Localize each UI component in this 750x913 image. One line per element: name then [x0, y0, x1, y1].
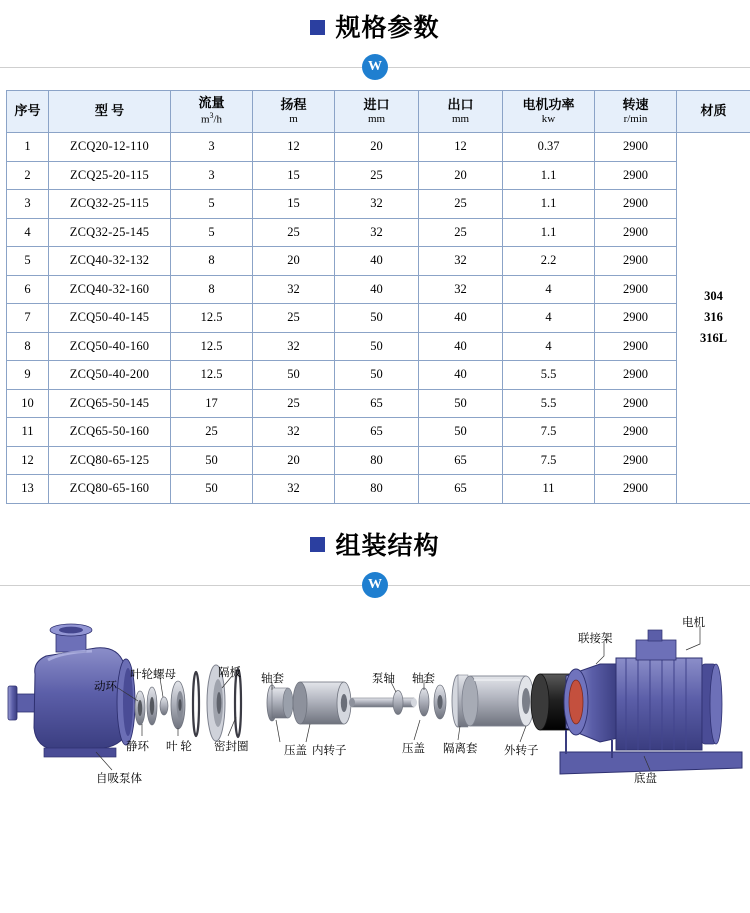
- assembly-diagram-svg: [0, 602, 750, 902]
- cell-no: 6: [7, 275, 49, 304]
- spec-table: [6, 90, 750, 504]
- th-head: 扬程 m: [253, 91, 335, 133]
- cell-power: 5.5: [503, 389, 595, 418]
- cell-outlet: 32: [419, 275, 503, 304]
- cell-model: ZCQ80-65-125: [49, 446, 171, 475]
- cell-outlet: 65: [419, 446, 503, 475]
- cell-model: ZCQ50-40-160: [49, 332, 171, 361]
- cell-inlet: 50: [335, 304, 419, 333]
- cell-speed: 2900: [595, 275, 677, 304]
- cell-flow: 12.5: [171, 304, 253, 333]
- assembly-divider: [0, 572, 750, 598]
- assembly-title: 组装结构: [335, 531, 440, 560]
- cell-inlet: 50: [335, 361, 419, 390]
- brand-badge-icon: W: [362, 54, 388, 80]
- label-static-ring: 静环: [126, 740, 149, 753]
- cell-inlet: 50: [335, 332, 419, 361]
- cell-outlet: 65: [419, 475, 503, 504]
- label-coupling-frame: 联接架: [578, 632, 613, 645]
- cell-power: 7.5: [503, 446, 595, 475]
- th-inlet: 进口 mm: [335, 91, 419, 133]
- table-row: [7, 361, 750, 390]
- cell-model: ZCQ65-50-145: [49, 389, 171, 418]
- cell-model: ZCQ80-65-160: [49, 475, 171, 504]
- cell-head: 15: [253, 190, 335, 219]
- cell-inlet: 40: [335, 247, 419, 276]
- cell-inlet: 32: [335, 190, 419, 219]
- cell-no: 11: [7, 418, 49, 447]
- cell-head: 32: [253, 332, 335, 361]
- th-power: 电机功率 kw: [503, 91, 595, 133]
- label-seal-ring: 密封圈: [214, 740, 249, 753]
- cell-head: 20: [253, 247, 335, 276]
- table-row: [7, 418, 750, 447]
- cell-head: 25: [253, 389, 335, 418]
- table-row: [7, 190, 750, 219]
- th-outlet: 出口 mm: [419, 91, 503, 133]
- cell-inlet: 32: [335, 218, 419, 247]
- table-header-row: [7, 91, 750, 133]
- cell-model: ZCQ50-40-145: [49, 304, 171, 333]
- cell-head: 12: [253, 133, 335, 162]
- label-isolation-sleeve: 隔离套: [443, 742, 478, 755]
- label-impeller: 叶 轮: [166, 740, 192, 753]
- cell-no: 13: [7, 475, 49, 504]
- cell-outlet: 50: [419, 418, 503, 447]
- impeller-nut-shape: [160, 697, 168, 715]
- cell-outlet: 12: [419, 133, 503, 162]
- label-moving-ring: 动环: [94, 680, 117, 693]
- cell-speed: 2900: [595, 418, 677, 447]
- cell-inlet: 65: [335, 389, 419, 418]
- cell-power: 4: [503, 275, 595, 304]
- table-row: [7, 161, 750, 190]
- th-speed-unit: r/min: [623, 112, 648, 125]
- cell-flow: 12.5: [171, 332, 253, 361]
- table-row: [7, 247, 750, 276]
- assembly-diagram: [0, 602, 750, 902]
- table-row: [7, 304, 750, 333]
- th-material: 材质: [677, 91, 750, 133]
- seal-ring-shape: [193, 672, 199, 736]
- th-speed: 转速 r/min: [595, 91, 677, 133]
- cell-no: 1: [7, 133, 49, 162]
- cell-flow: 17: [171, 389, 253, 418]
- material-line: 316L: [699, 331, 728, 346]
- cell-flow: 5: [171, 218, 253, 247]
- static-ring-shape: [135, 691, 145, 725]
- cell-outlet: 20: [419, 161, 503, 190]
- cell-inlet: 25: [335, 161, 419, 190]
- shaft-sleeve-shape: [419, 685, 446, 719]
- spec-table-wrapper: [0, 80, 750, 504]
- impeller-shape: [171, 681, 185, 729]
- cell-flow: 50: [171, 446, 253, 475]
- spec-table-body: [7, 133, 750, 504]
- cell-head: 32: [253, 475, 335, 504]
- material-line: 304: [704, 288, 723, 303]
- cell-model: ZCQ25-20-115: [49, 161, 171, 190]
- label-base: 底盘: [634, 772, 657, 785]
- cell-model: ZCQ40-32-160: [49, 275, 171, 304]
- th-model: 型 号: [49, 91, 171, 133]
- th-flow-unit: $m^3/h$: [200, 111, 223, 126]
- table-row: [7, 218, 750, 247]
- cell-head: 50: [253, 361, 335, 390]
- spec-table-head: [7, 91, 750, 133]
- spec-section-header: [0, 0, 750, 44]
- cell-speed: 2900: [595, 218, 677, 247]
- cell-model: ZCQ65-50-160: [49, 418, 171, 447]
- assembly-section-header: [0, 504, 750, 562]
- cell-power: 11: [503, 475, 595, 504]
- cell-power: 4: [503, 332, 595, 361]
- cell-power: 1.1: [503, 218, 595, 247]
- label-inner-rotor: 内转子: [312, 744, 347, 757]
- inner-rotor-shape: [293, 682, 351, 724]
- cell-outlet: 32: [419, 247, 503, 276]
- cell-speed: 2900: [595, 304, 677, 333]
- table-row: [7, 475, 750, 504]
- cell-inlet: 65: [335, 418, 419, 447]
- cell-outlet: 40: [419, 361, 503, 390]
- cell-flow: 50: [171, 475, 253, 504]
- cell-outlet: 50: [419, 389, 503, 418]
- cell-power: 1.1: [503, 161, 595, 190]
- cell-speed: 2900: [595, 247, 677, 276]
- cell-head: 32: [253, 418, 335, 447]
- cell-speed: 2900: [595, 361, 677, 390]
- cell-flow: 3: [171, 161, 253, 190]
- label-pump-body: 自吸泵体: [96, 772, 142, 785]
- label-motor: 电机: [682, 616, 705, 629]
- cell-power: 4: [503, 304, 595, 333]
- cell-power: 7.5: [503, 418, 595, 447]
- label-outer-rotor: 外转子: [504, 744, 539, 757]
- cell-no: 5: [7, 247, 49, 276]
- cell-no: 8: [7, 332, 49, 361]
- cell-model: ZCQ32-25-115: [49, 190, 171, 219]
- cell-model: ZCQ32-25-145: [49, 218, 171, 247]
- cell-speed: 2900: [595, 446, 677, 475]
- cell-material: [677, 133, 750, 504]
- cell-flow: 5: [171, 190, 253, 219]
- material-line: 316: [704, 310, 723, 325]
- cell-no: 10: [7, 389, 49, 418]
- cell-speed: 2900: [595, 161, 677, 190]
- label-gland-2: 压盖: [284, 744, 307, 757]
- moving-ring-shape: [147, 687, 157, 725]
- cell-power: 0.37: [503, 133, 595, 162]
- isolation-sleeve-shape: [462, 676, 534, 726]
- cell-head: 15: [253, 161, 335, 190]
- cell-outlet: 25: [419, 218, 503, 247]
- cell-no: 2: [7, 161, 49, 190]
- cell-flow: 8: [171, 247, 253, 276]
- cell-inlet: 20: [335, 133, 419, 162]
- cell-speed: 2900: [595, 332, 677, 361]
- th-head-unit: m: [289, 112, 298, 125]
- cell-power: 1.1: [503, 190, 595, 219]
- th-no: 序号: [7, 91, 49, 133]
- table-row: [7, 275, 750, 304]
- cell-head: 20: [253, 446, 335, 475]
- page-title: 规格参数: [335, 14, 440, 42]
- label-pump-shaft: 泵轴: [372, 672, 395, 685]
- cell-flow: 25: [171, 418, 253, 447]
- cell-flow: 12.5: [171, 361, 253, 390]
- cell-head: 25: [253, 218, 335, 247]
- cell-inlet: 80: [335, 475, 419, 504]
- cell-outlet: 40: [419, 332, 503, 361]
- cell-head: 25: [253, 304, 335, 333]
- spec-divider: [0, 54, 750, 80]
- cell-no: 4: [7, 218, 49, 247]
- cell-model: ZCQ20-12-110: [49, 133, 171, 162]
- table-row: [7, 133, 750, 162]
- label-partition: 隔板: [218, 666, 241, 679]
- brand-badge-icon: W: [362, 572, 388, 598]
- cell-inlet: 40: [335, 275, 419, 304]
- cell-model: ZCQ50-40-200: [49, 361, 171, 390]
- cell-speed: 2900: [595, 475, 677, 504]
- label-shaft-sleeve-1: 轴套: [261, 672, 284, 685]
- cell-flow: 3: [171, 133, 253, 162]
- cell-power: 2.2: [503, 247, 595, 276]
- cell-no: 9: [7, 361, 49, 390]
- pump-shaft-shape: [349, 690, 417, 714]
- cell-speed: 2900: [595, 133, 677, 162]
- th-power-unit: kw: [541, 112, 556, 125]
- label-impeller-nut: 叶轮螺母: [130, 668, 176, 681]
- th-inlet-unit: mm: [367, 112, 386, 125]
- th-outlet-unit: mm: [451, 112, 470, 125]
- cell-speed: 2900: [595, 389, 677, 418]
- cell-inlet: 80: [335, 446, 419, 475]
- cell-power: 5.5: [503, 361, 595, 390]
- table-row: [7, 446, 750, 475]
- cell-no: 3: [7, 190, 49, 219]
- square-bullet-icon: [310, 537, 325, 552]
- cell-model: ZCQ40-32-132: [49, 247, 171, 276]
- square-bullet-icon: [310, 20, 325, 35]
- cell-speed: 2900: [595, 190, 677, 219]
- table-row: [7, 389, 750, 418]
- th-flow: 流量 $m^3/h$: [171, 91, 253, 133]
- cell-no: 12: [7, 446, 49, 475]
- cell-outlet: 40: [419, 304, 503, 333]
- label-shaft-sleeve-2: 轴套: [412, 672, 435, 685]
- cell-no: 7: [7, 304, 49, 333]
- cell-head: 32: [253, 275, 335, 304]
- cell-flow: 8: [171, 275, 253, 304]
- table-row: [7, 332, 750, 361]
- label-gland-1: 压盖: [402, 742, 425, 755]
- cell-outlet: 25: [419, 190, 503, 219]
- gland-1-shape: [267, 685, 293, 721]
- motor-assembly-shape: [560, 630, 742, 774]
